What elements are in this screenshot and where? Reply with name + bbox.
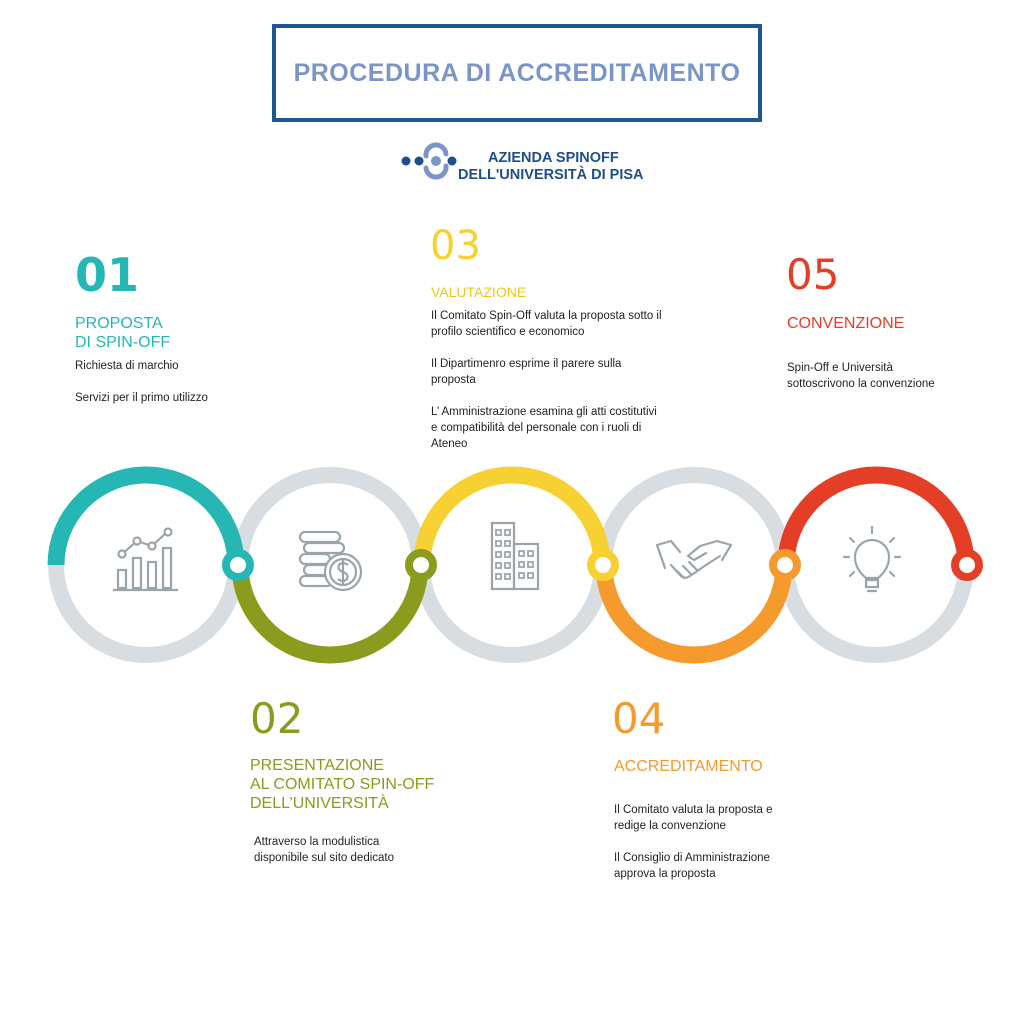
logo-line2: DELL'UNIVERSITÀ DI PISA — [458, 167, 644, 183]
building-icon — [492, 523, 538, 589]
step-01-text — [75, 358, 275, 422]
knob-step-03 — [591, 553, 615, 577]
step-04-title: ACCREDITAMENTO — [614, 758, 763, 775]
arc-step-05 — [786, 475, 966, 565]
step-01-line: Richiesta di marchio — [75, 360, 179, 372]
step-01-title: PROPOSTA DI SPIN-OFF — [75, 315, 171, 351]
logo-mark-icon — [400, 140, 460, 190]
lightbulb-icon — [844, 527, 900, 591]
step-02-number: 02 — [250, 694, 304, 743]
knob-step-05 — [955, 553, 979, 577]
logo-text — [458, 150, 644, 184]
step-04-line: Il Consiglio di Amministrazione approva la proposta — [614, 852, 770, 880]
page-title: PROCEDURA DI ACCREDITAMENTO — [293, 58, 741, 87]
step-03-line: L’ Amministrazione esamina gli atti costitutivi e compatibilità del personale con i ruoli di Ateneo — [431, 406, 657, 450]
step-05-number: 05 — [786, 250, 840, 299]
process-diagram — [0, 440, 1024, 680]
step-03-title: VALUTAZIONE — [431, 284, 527, 300]
arc-step-03 — [422, 475, 602, 565]
knob-step-01 — [226, 553, 250, 577]
step-03-number: 03 — [430, 223, 481, 269]
knob-step-04 — [773, 553, 797, 577]
logo-line1: AZIENDA SPINOFF — [488, 150, 619, 166]
step-04-number: 04 — [612, 694, 666, 743]
knob-step-02 — [409, 553, 433, 577]
step-05-line: Spin-Off e Università sottoscrivono la convenzione — [787, 362, 935, 390]
bar-chart-icon — [113, 529, 178, 591]
step-05-title: CONVENZIONE — [787, 315, 905, 332]
step-02-title: PRESENTAZIONE AL COMITATO SPIN-OFF DELL’UNIVERSITÀ — [250, 757, 435, 812]
arc-step-04 — [604, 565, 784, 655]
title-box — [272, 24, 762, 122]
step-01-line: Servizi per il primo utilizzo — [75, 392, 208, 404]
step-05-text — [787, 360, 957, 408]
step-03-line: Il Dipartimenro esprime il parere sulla proposta — [431, 358, 622, 386]
step-02-text — [254, 834, 394, 882]
logo — [400, 140, 650, 190]
handshake-icon — [657, 541, 731, 578]
arc-step-01 — [56, 475, 236, 565]
coins-dollar-icon — [300, 532, 361, 590]
step-04-text — [614, 802, 789, 898]
step-03-line: Il Comitato Spin-Off valuta la proposta sotto il profilo scientifico e economico — [431, 310, 662, 338]
step-01-number: 01 — [75, 248, 140, 302]
step-04-line: Il Comitato valuta la proposta e redige la convenzione — [614, 804, 773, 832]
step-02-line: Attraverso la modulistica disponibile sul sito dedicato — [254, 836, 395, 864]
